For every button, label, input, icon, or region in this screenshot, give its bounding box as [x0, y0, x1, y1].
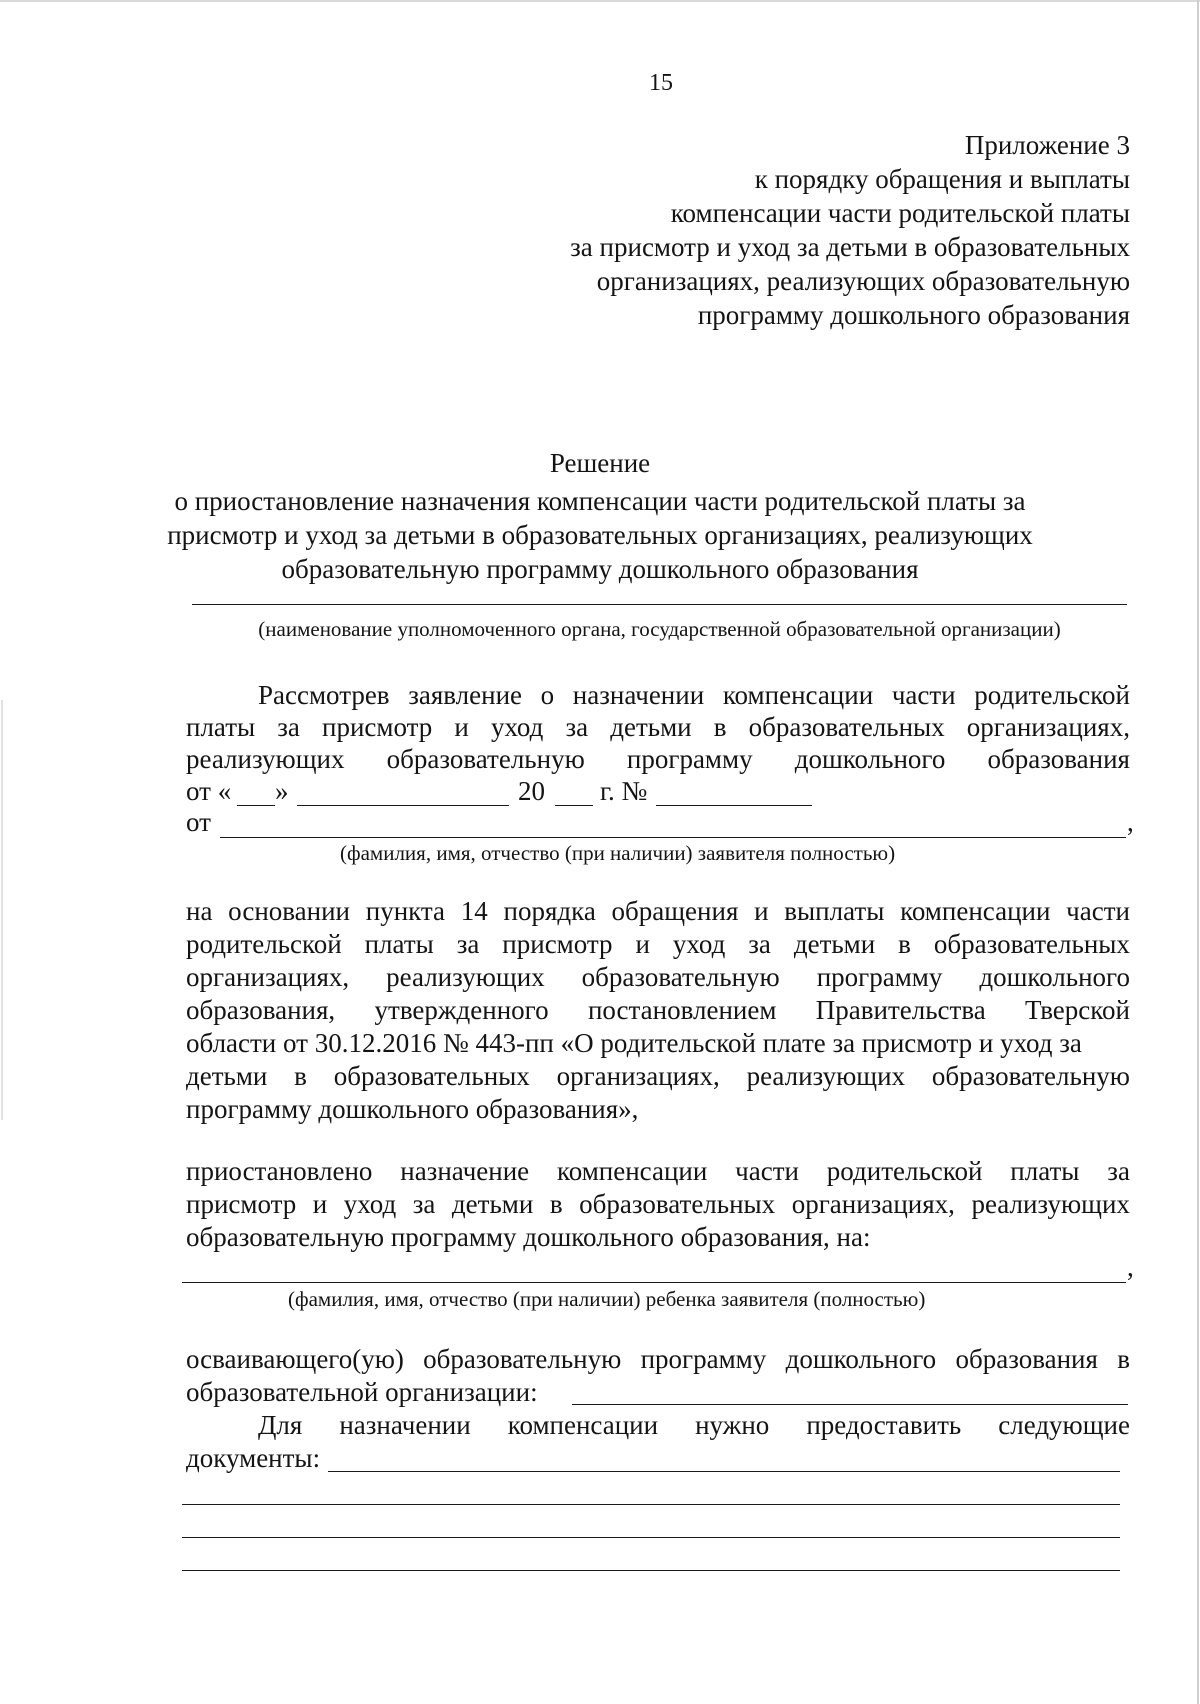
- applicant-comma: ,: [1127, 807, 1134, 837]
- date-close-quote: »: [275, 776, 289, 806]
- documents-label: документы:: [186, 1443, 321, 1473]
- applicant-prefix: от: [186, 807, 211, 837]
- documents-field: [182, 1504, 1120, 1505]
- documents-field: [182, 1537, 1120, 1538]
- day-field: [237, 805, 275, 806]
- documents-field: [182, 1570, 1120, 1571]
- title-heading: Решение: [549, 448, 651, 478]
- child-name-field: [182, 1282, 1126, 1283]
- number-field: [656, 805, 812, 806]
- basis-line: родительской платы за присмотр и уход за детьми в образовательных: [186, 929, 1130, 959]
- basis-line: программу дошкольного образования»,: [186, 1094, 639, 1124]
- applicant-field: [220, 837, 1126, 838]
- scan-right-edge: [1197, 0, 1199, 1704]
- child-comma: ,: [1127, 1252, 1134, 1282]
- program-line: образовательной организации:: [186, 1377, 538, 1407]
- suspension-line: образовательную программу дошкольного образования, на:: [186, 1222, 871, 1252]
- scan-left-edge: [1, 700, 3, 1120]
- page-number: 15: [649, 70, 673, 96]
- title-line: присмотр и уход за детьми в образовательных организациях, реализующих: [167, 520, 1033, 550]
- applicant-caption: (фамилия, имя, отчество (при наличии) заявителя полностью): [340, 841, 896, 865]
- basis-line: на основании пункта 14 порядка обращения и выплаты компенсации части: [186, 896, 1130, 926]
- year-field: [555, 805, 593, 806]
- authority-underline: [192, 604, 1127, 605]
- documents-field: [328, 1471, 1120, 1472]
- appendix-line: Приложение 3: [964, 130, 1130, 160]
- year-prefix: 20: [518, 776, 545, 806]
- authority-caption: (наименование уполномоченного органа, государственной образовательной организации): [258, 617, 1061, 641]
- appendix-line: организациях, реализующих образовательную: [596, 266, 1130, 296]
- suspension-line: присмотр и уход за детьми в образовательных организациях, реализующих: [186, 1189, 1130, 1219]
- documents-line: Для назначении компенсации нужно предоставить следующие: [258, 1410, 1130, 1440]
- application-line: Рассмотрев заявление о назначении компенсации части родительской: [258, 680, 1130, 710]
- organization-field: [572, 1404, 1128, 1405]
- title-line: о приостановление назначения компенсации части родительской платы за: [174, 486, 1026, 516]
- application-line: реализующих образовательную программу дошкольного образования: [186, 744, 1130, 774]
- suspension-line: приостановлено назначение компенсации части родительской платы за: [186, 1156, 1130, 1186]
- appendix-line: компенсации части родительской платы: [670, 198, 1130, 228]
- basis-line: области от 30.12.2016 № 443-пп «О родительской плате за присмотр и уход за: [186, 1028, 1082, 1058]
- basis-line: детьми в образовательных организациях, реализующих образовательную: [186, 1061, 1130, 1091]
- program-line: осваивающего(ую) образовательную программу дошкольного образования в: [186, 1344, 1130, 1374]
- month-field: [297, 805, 509, 806]
- date-from-label: от «: [186, 776, 232, 806]
- application-line: платы за присмотр и уход за детьми в образовательных организациях,: [186, 712, 1130, 742]
- basis-line: образования, утвержденного постановлением Правительства Тверской: [186, 995, 1130, 1025]
- basis-line: организациях, реализующих образовательную программу дошкольного: [186, 962, 1130, 992]
- appendix-line: за присмотр и уход за детьми в образовательных: [570, 232, 1130, 262]
- number-label: г. №: [600, 776, 648, 806]
- child-caption: (фамилия, имя, отчество (при наличии) ребенка заявителя (полностью): [288, 1287, 926, 1311]
- appendix-line: программу дошкольного образования: [697, 300, 1130, 330]
- scan-top-edge: [0, 0, 1200, 2]
- appendix-line: к порядку обращения и выплаты: [754, 164, 1130, 194]
- title-line: образовательную программу дошкольного образования: [281, 554, 919, 584]
